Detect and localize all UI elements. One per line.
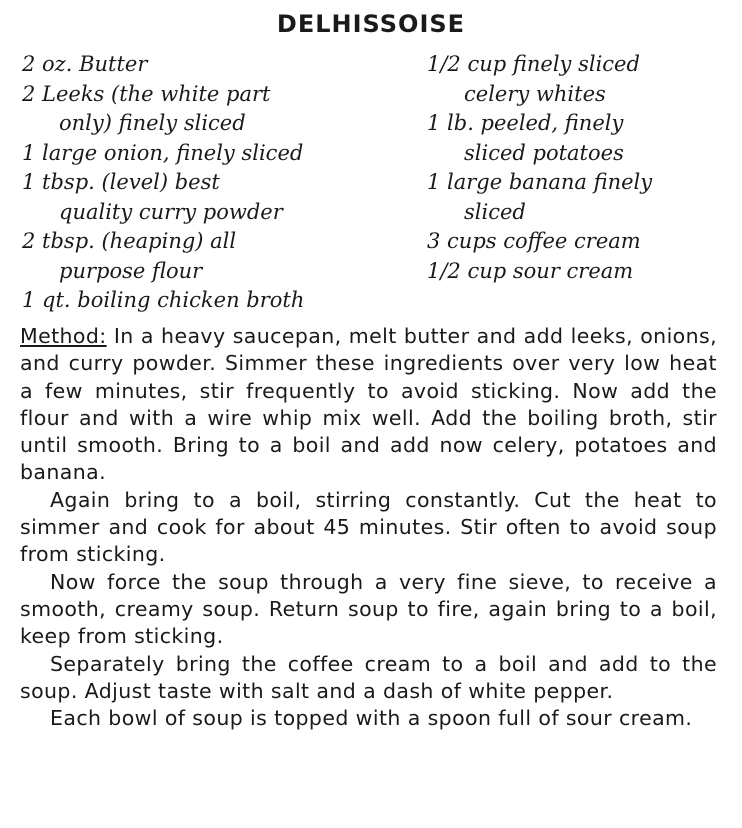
ingredient-continuation: purpose flour bbox=[59, 258, 203, 283]
ingredient-item bbox=[427, 257, 727, 287]
recipe-title: DELHISSOISE bbox=[276, 10, 466, 38]
ingredient-line: 2 oz. Butter bbox=[22, 52, 148, 76]
ingredient-line: 3 cups coffee cream bbox=[427, 229, 641, 253]
method-paragraph: Separately bring the coffee cream to a boil and add to the soup. Adjust taste with salt and a dash of white pepper. bbox=[20, 651, 717, 703]
ingredient-continuation: only) finely sliced bbox=[59, 111, 246, 135]
ingredient-continuation: sliced bbox=[464, 199, 526, 224]
ingredient-line: 2 Leeks (the white part bbox=[22, 81, 271, 106]
ingredient-item bbox=[427, 50, 727, 109]
ingredient-continuation: sliced potatoes bbox=[464, 140, 624, 165]
method-paragraph: Now force the soup through a very fine sieve, to receive a smooth, creamy soup. Return soup to fire, again bring to a boil, keep from sticking. bbox=[20, 569, 717, 649]
ingredients-right-column bbox=[427, 50, 727, 286]
ingredient-line: 1 large onion, finely sliced bbox=[22, 140, 304, 165]
ingredient-item bbox=[22, 286, 422, 316]
method-section bbox=[20, 323, 717, 732]
ingredient-item bbox=[22, 139, 422, 169]
ingredient-item bbox=[427, 227, 727, 257]
ingredient-line: 1 lb. peeled, finely bbox=[427, 111, 624, 135]
ingredient-line: 1 tbsp. (level) best bbox=[22, 170, 220, 194]
ingredient-continuation: quality curry powder bbox=[59, 199, 283, 224]
ingredient-item bbox=[22, 168, 422, 227]
method-paragraph: Each bowl of soup is topped with a spoon full of sour cream. bbox=[50, 706, 693, 731]
ingredient-item bbox=[22, 50, 422, 80]
ingredients-left-column bbox=[22, 50, 422, 316]
ingredient-line: 1 qt. boiling chicken broth bbox=[22, 288, 305, 312]
ingredient-item bbox=[427, 109, 727, 168]
ingredient-item bbox=[22, 227, 422, 286]
ingredient-line: 1/2 cup finely sliced bbox=[427, 52, 640, 76]
ingredient-line: 2 tbsp. (heaping) all bbox=[22, 229, 237, 253]
ingredient-item bbox=[22, 80, 422, 139]
ingredient-item bbox=[427, 168, 727, 227]
method-text: In a heavy saucepan, melt butter and add leeks, onions, and curry powder. Simmer these ingredients over very low heat a few minutes, stir frequently to avoid sticking. Now add the flour and with a wire whip mix well. Add the boiling broth, stir until smooth. Bring to a boil and add now celery, potatoes and banana. bbox=[20, 324, 717, 485]
ingredient-line: 1 large banana finely bbox=[427, 170, 653, 194]
ingredient-line: 1/2 cup sour cream bbox=[427, 258, 634, 283]
method-label: Method: bbox=[20, 324, 107, 348]
ingredient-continuation: celery whites bbox=[464, 81, 606, 106]
method-paragraph bbox=[20, 323, 717, 487]
method-paragraph: Again bring to a boil, stirring constantly. Cut the heat to simmer and cook for about 45 minutes. Stir often to avoid soup from sticking. bbox=[20, 487, 717, 567]
